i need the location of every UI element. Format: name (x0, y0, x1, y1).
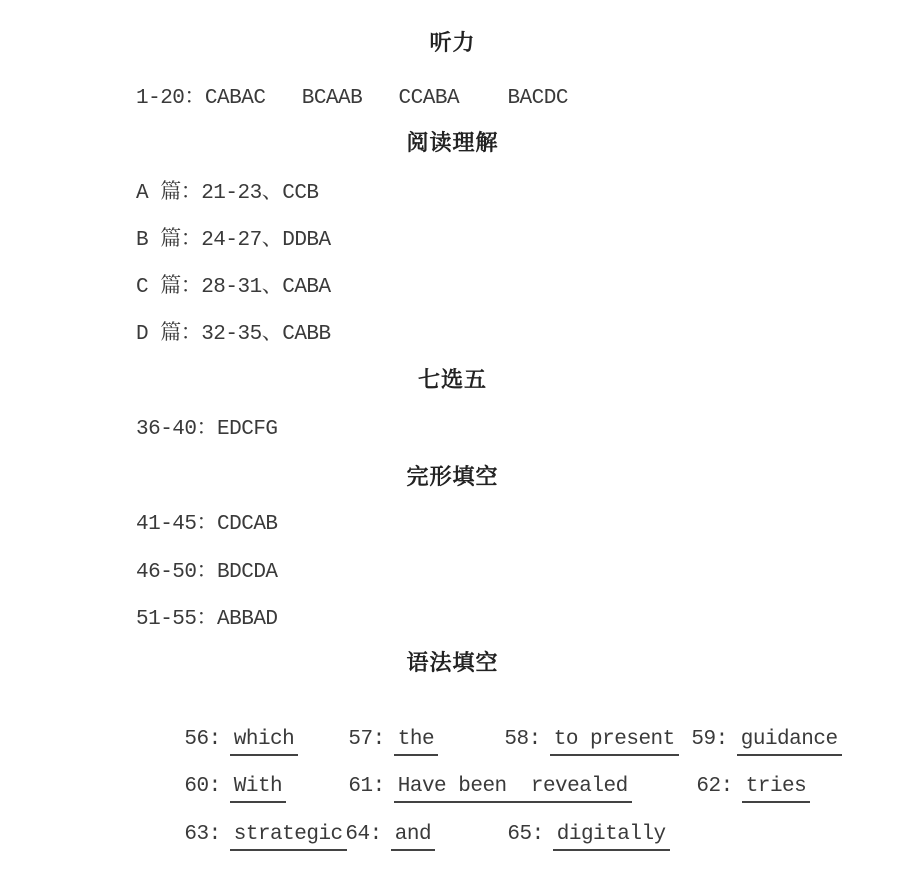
question-number: 62: (696, 775, 733, 798)
grammar-answer-62 (648, 748, 810, 829)
grammar-answer-65 (459, 796, 670, 877)
reading-passage-d-line: D 篇：32-35、CABB (136, 323, 331, 346)
section-title-listening: 听力 (429, 30, 476, 55)
underlined-answer: strategic (230, 822, 347, 851)
reading-passage-a-line: A 篇：21-23、CCB (136, 182, 319, 205)
question-number: 56: (184, 728, 221, 751)
question-number: 57: (348, 728, 385, 751)
underlined-answer: digitally (553, 822, 670, 851)
seven-choose-five-answers-line: 36-40：EDCFG (136, 418, 278, 441)
section-title-seven-choose-five: 七选五 (417, 367, 487, 392)
underlined-answer: and (391, 822, 435, 851)
question-number: 61: (348, 775, 385, 798)
reading-passage-b-line: B 篇：24-27、DDBA (136, 229, 331, 252)
question-number: 63: (184, 823, 221, 846)
listening-answers-line: 1-20：CABAC BCAAB CCABA BACDC (136, 87, 568, 110)
section-title-reading: 阅读理解 (406, 130, 499, 155)
question-number: 60: (184, 775, 221, 798)
question-number: 65: (507, 823, 544, 846)
cloze-answers-line-2: 46-50：BDCDA (136, 561, 278, 584)
cloze-answers-line-1: 41-45：CDCAB (136, 513, 278, 536)
grammar-answer-64 (297, 796, 435, 877)
reading-passage-c-line: C 篇：28-31、CABA (136, 276, 331, 299)
cloze-answers-line-3: 51-55：ABBAD (136, 608, 278, 631)
underlined-answer: the (394, 727, 438, 756)
question-number: 58: (504, 728, 541, 751)
underlined-answer: which (230, 727, 299, 756)
question-number: 64: (345, 823, 382, 846)
underlined-answer: Have been revealed (394, 774, 632, 803)
underlined-answer: guidance (737, 727, 842, 756)
underlined-answer: tries (742, 774, 811, 803)
section-title-grammar: 语法填空 (406, 650, 499, 675)
underlined-answer: to present (550, 727, 679, 756)
underlined-answer: With (230, 774, 286, 803)
section-title-cloze: 完形填空 (406, 464, 499, 489)
question-number: 59: (691, 728, 728, 751)
